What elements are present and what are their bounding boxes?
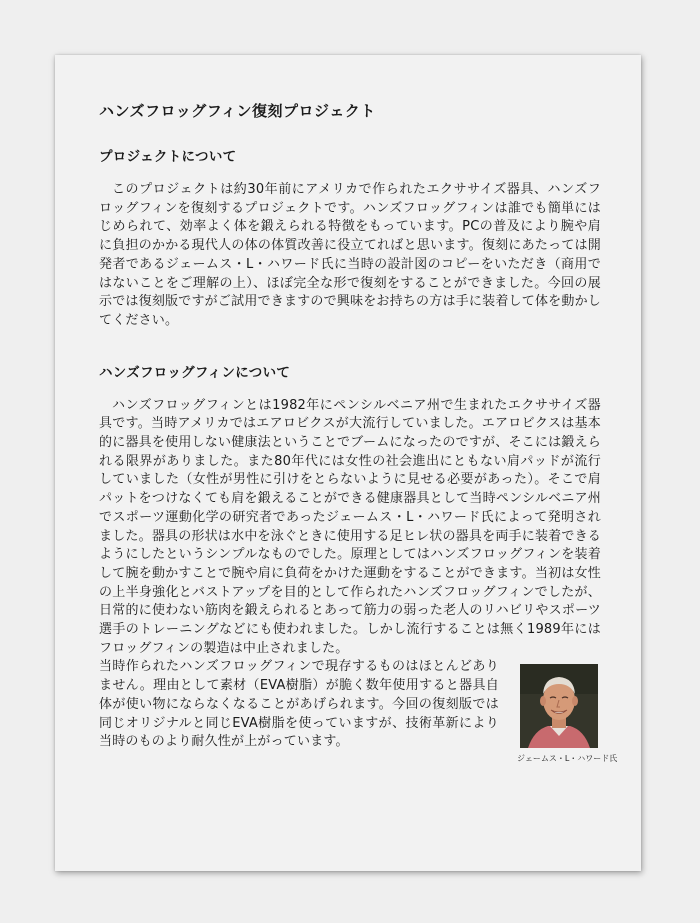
inventor-photo [520, 664, 598, 748]
inventor-photo-block [517, 664, 618, 764]
document-title: ハンズフロッグフィン復刻プロジェクト [99, 102, 376, 120]
section-heading-frogfin: ハンズフロッグフィンについて [99, 364, 291, 381]
section-heading-project: プロジェクトについて [99, 149, 237, 165]
section-body-frogfin-tail: 当時作られたハンズフロッグフィンで現存するものはほとんどありません。理由として素材（EVA樹脂）が脆く数年使用すると器具自体が使い物にならなくなることがあげられます。今回の復刻版では同じオリジナルと同じEVA樹脂を使っていますが、技術革新により当時のものより耐久性が上がっています。 [99, 659, 499, 750]
section-body-project: このプロジェクトは約30年前にアメリカで作られたエクササイズ器具、ハンズフロッグフィンを復刻するプロジェクトです。ハンズフロッグフィンは誰でも簡単にはじめられて、効率よく体を鍛えられる特徴をもっています。PCの普及により腕や肩に負担のかかる現代人の体の体質改善に役立てればと思います。復刻にあたっては開発者であるジェームス・L・ハワード氏に当時の設計図のコピーをいただき（商用ではないことをご理解の上）、ほぼ完全な形で復刻をすることができました。今回の展示では復刻版ですがご試用できますので興味をお持ちの方は手に装着して体を動かしてください。 [99, 182, 601, 328]
photo-caption: ジェームス・L・ハワード氏 [517, 754, 618, 764]
section-body-frogfin: ハンズフロッグフィンとは1982年にペンシルベニア州で生まれたエクササイズ器具です。当時アメリカではエアロビクスが大流行していました。エアロビクスは基本的に器具を使用しない健康法ということでブームになったのですが、そこには鍛えられる限界がありました。また80年代には女性の社会進出にともない肩パッドが流行していました（女性が男性に引けをとらないように見せる必要があった）。そこで肩パットをつけなくても肩を鍛えることができる健康器具として当時ペンシルベニア州でスポーツ運動化学の研究者であったジェームス・L・ハワード氏によって発明されました。器具の形状は水中を泳ぐときに使用する足ヒレ状の器具を両手に装着できるようにしたというシンプルなものでした。原理としてはハンズフロッグフィンを装着して腕を動かすことで腕や肩に負荷をかけた運動をすることができます。当初は女性の上半身強化とバストアップを目的として作られたハンズフロッグフィンでしたが、日常的に使わない筋肉を鍛えられるとあって筋力の弱った老人のリハビリやスポーツ選手のトレーニングなどにも使われました。しかし流行することは無く1989年にはフロッグフィンの製造は中止されました。 [99, 397, 601, 656]
portrait-image [520, 664, 598, 748]
document-panel [55, 55, 641, 871]
document-content [99, 99, 618, 768]
